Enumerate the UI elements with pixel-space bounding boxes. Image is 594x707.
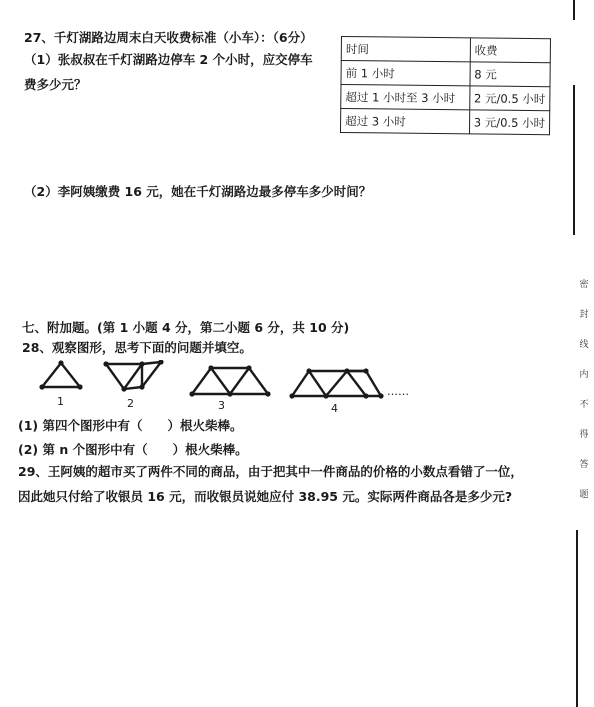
table-cell: 前 1 小时 [341,61,470,86]
section7-title: 七、附加题。(第 1 小题 4 分，第二小题 6 分，共 10 分) [22,320,350,335]
figure-2 [106,362,161,389]
table-cell: 超过 3 小时 [340,109,469,134]
margin-line-lower [576,530,578,707]
table-cell: 超过 1 小时至 3 小时 [341,85,470,110]
table-header-cell: 时间 [341,37,470,62]
q27-title: 27、千灯湖路边周末白天收费标准（小车）：（6分） [24,30,313,45]
margin-line-upper [573,85,575,235]
margin-line-top [573,0,575,20]
q29-line-2: 因此她只付给了收银员 16 元，而收银员说她应付 38.95 元。实际两件商品各是多少元? [18,489,513,504]
table-cell: 3 元/0.5 小时 [469,110,550,135]
figure-4 [292,371,381,396]
figure-1 [42,363,80,387]
figure-label-3: 3 [218,399,225,412]
figure-label-1: 1 [57,395,64,408]
table-header-cell: 收费 [470,38,551,63]
q27-part1-line1: （1）张叔叔在千灯湖路边停车 2 个小时，应交停车 [24,52,313,67]
figure-ellipsis: …… [387,385,409,398]
q28-blank-2: (2) 第 n 个图形中有（ ）根火柴棒。 [18,442,248,457]
fee-table-header [341,37,550,63]
table-row [340,109,549,135]
table-row [341,85,550,111]
q27-part1-line2: 费多少元？ [24,77,87,92]
q28-blank-1: (1) 第四个图形中有（ ）根火柴棒。 [18,418,243,433]
table-cell: 8 元 [470,62,551,87]
fee-table [340,36,551,135]
q28-title: 28、观察图形，思考下面的问题并填空。 [22,340,252,355]
sealing-line-text: 密 封 线 内 不 得 答 题 [579,280,589,500]
figure-3 [192,368,268,394]
table-cell: 2 元/0.5 小时 [469,86,550,111]
figure-label-2: 2 [127,397,134,410]
figure-label-4: 4 [331,402,338,415]
q27-part2: （2）李阿姨缴费 16 元，她在千灯湖路边最多停车多少时间？ [24,184,372,199]
q29-line-1: 29、王阿姨的超市买了两件不同的商品，由于把其中一件商品的价格的小数点看错了一位， [18,464,523,479]
table-row [341,61,550,87]
